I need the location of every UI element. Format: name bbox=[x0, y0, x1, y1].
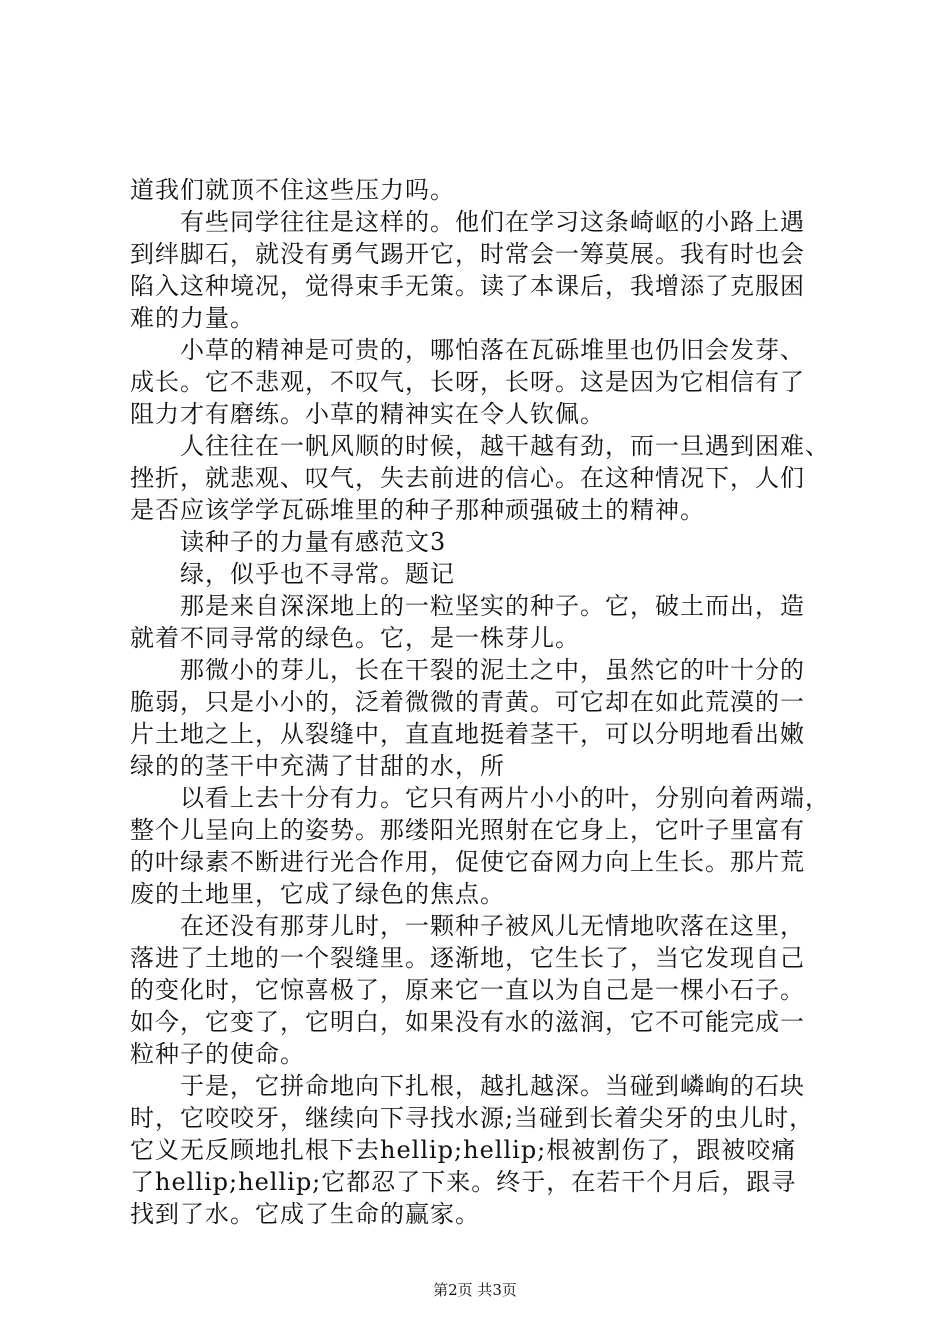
text-line: 难的力量。 bbox=[130, 304, 255, 332]
text-line: 那微小的芽儿，长在干裂的泥土之中，虽然它的叶十分的 bbox=[180, 656, 805, 684]
text-line: 如今，它变了，它明白，如果没有水的滋润，它不可能完成一 bbox=[130, 1008, 805, 1036]
text-line: 时，它咬咬牙，继续向下寻找水源;当碰到长着尖牙的虫儿时， bbox=[130, 1104, 815, 1132]
text-line: 找到了水。它成了生命的赢家。 bbox=[130, 1200, 480, 1228]
text-line: 的叶绿素不断进行光合作用，促使它奋网力向上生长。那片荒 bbox=[130, 848, 805, 876]
text-line: 有些同学往往是这样的。他们在学习这条崎岖的小路上遇 bbox=[180, 208, 805, 236]
text-line: 了hellip;hellip;它都忍了下来。终于，在若干个月后，跟寻 bbox=[130, 1168, 797, 1196]
text-line: 片土地之上，从裂缝中，直直地挺着茎干，可以分明地看出嫩 bbox=[130, 720, 805, 748]
text-line: 粒种子的使命。 bbox=[130, 1040, 305, 1068]
text-line: 的变化时，它惊喜极了，原来它一直以为自己是一棵小石子。 bbox=[130, 976, 805, 1004]
text-line: 挫折，就悲观、叹气，失去前进的信心。在这种情况下，人们 bbox=[130, 464, 805, 492]
text-line: 小草的精神是可贵的，哪怕落在瓦砾堆里也仍旧会发芽、 bbox=[180, 336, 805, 364]
text-line: 阻力才有磨练。小草的精神实在令人钦佩。 bbox=[130, 400, 605, 428]
text-line: 那是来自深深地上的一粒坚实的种子。它，破土而出，造 bbox=[180, 592, 805, 620]
text-line: 于是，它拼命地向下扎根，越扎越深。当碰到嶙峋的石块 bbox=[180, 1072, 805, 1100]
text-line: 成长。它不悲观，不叹气，长呀，长呀。这是因为它相信有了 bbox=[130, 368, 805, 396]
text-line: 以看上去十分有力。它只有两片小小的叶，分别向着两端， bbox=[180, 784, 830, 812]
page-footer: 第2页 共3页 bbox=[433, 1281, 517, 1299]
text-line: 脆弱，只是小小的，泛着微微的青黄。可它却在如此荒漠的一 bbox=[130, 688, 805, 716]
text-line: 就着不同寻常的绿色。它，是一株芽儿。 bbox=[130, 624, 580, 652]
text-line: 陷入这种境况，觉得束手无策。读了本课后，我增添了克服困 bbox=[130, 272, 805, 300]
text-line: 人往往在一帆风顺的时候，越干越有劲，而一旦遇到困难、 bbox=[180, 432, 830, 460]
text-line: 废的土地里，它成了绿色的焦点。 bbox=[130, 880, 505, 908]
text-line: 是否应该学学瓦砾堆里的种子那种顽强破土的精神。 bbox=[130, 496, 705, 524]
text-line: 绿，似乎也不寻常。题记 bbox=[180, 560, 455, 588]
text-line: 绿的的茎干中充满了甘甜的水，所 bbox=[130, 752, 505, 780]
text-line: 落进了土地的一个裂缝里。逐渐地，它生长了，当它发现自己 bbox=[130, 944, 805, 972]
text-line: 它义无反顾地扎根下去hellip;hellip;根被割伤了，跟被咬痛 bbox=[130, 1136, 797, 1164]
text-line: 读种子的力量有感范文3 bbox=[180, 528, 447, 556]
document-body bbox=[130, 174, 830, 1230]
text-line: 在还没有那芽儿时，一颗种子被风儿无情地吹落在这里， bbox=[180, 912, 805, 940]
text-line: 道我们就顶不住这些压力吗。 bbox=[130, 176, 455, 204]
text-line: 整个儿呈向上的姿势。那缕阳光照射在它身上，它叶子里富有 bbox=[130, 816, 805, 844]
text-line: 到绊脚石，就没有勇气踢开它，时常会一筹莫展。我有时也会 bbox=[130, 240, 805, 268]
